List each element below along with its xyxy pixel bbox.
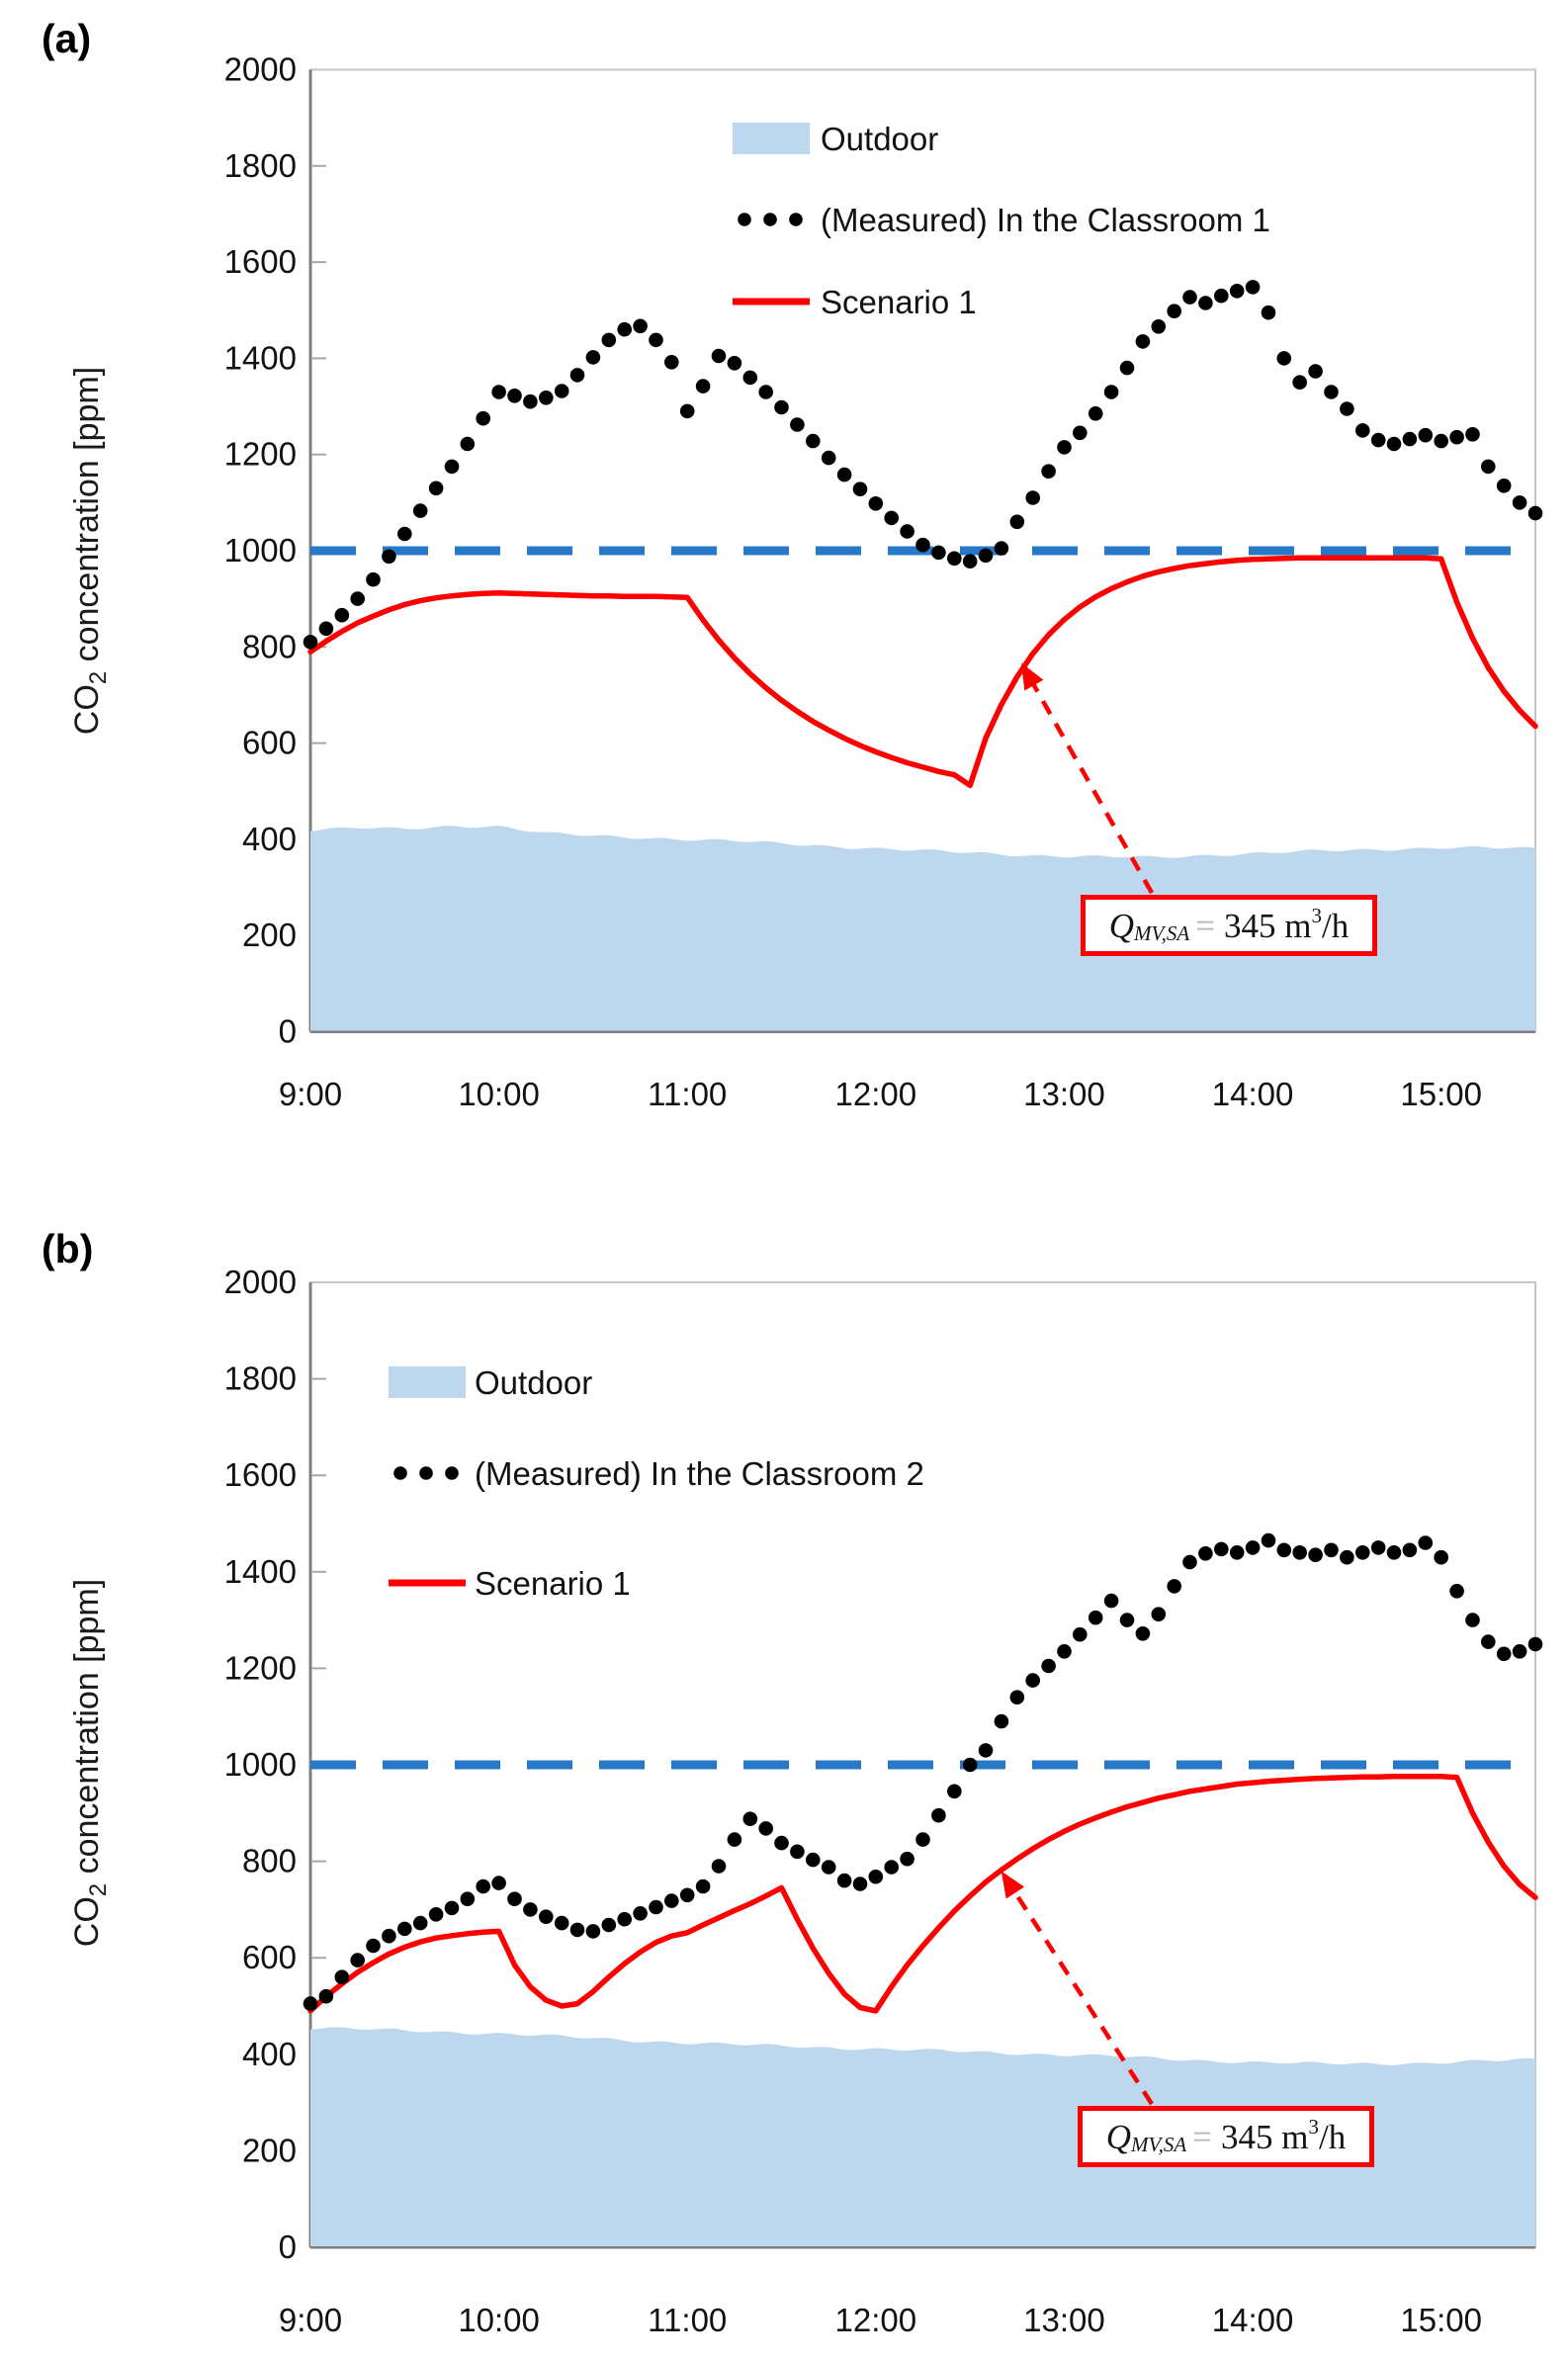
measured-dot	[822, 1860, 836, 1875]
measured-dot	[712, 349, 727, 364]
panel-b-label: (b)	[42, 1226, 94, 1271]
measured-dot	[696, 1879, 711, 1894]
measured-dot	[335, 1969, 350, 1984]
measured-dot	[507, 389, 522, 403]
measured-dot	[664, 1893, 679, 1908]
measured-dot	[350, 1953, 365, 1967]
measured-dot	[963, 554, 978, 568]
measured-dot	[947, 1785, 962, 1799]
measured-dot	[774, 1836, 789, 1851]
measured-dot	[806, 434, 821, 449]
measured-dot	[617, 1912, 632, 1927]
measured-dot	[633, 319, 648, 334]
measured-dot	[1214, 1542, 1229, 1557]
measured-dot	[931, 1808, 946, 1823]
measured-dot	[649, 333, 663, 348]
measured-dot	[680, 1888, 695, 1903]
measured-dot	[1136, 334, 1151, 349]
measured-dot	[1167, 304, 1181, 318]
measured-dot	[931, 546, 946, 561]
y-axis-title-b-rest: concentration [ppm]	[68, 1578, 106, 1883]
measured-dot	[1387, 437, 1402, 452]
y-tick-label: 800	[241, 628, 297, 665]
measured-dot	[1434, 1550, 1448, 1565]
y-tick-label: 2000	[223, 1264, 297, 1300]
measured-dot	[1434, 434, 1448, 449]
measured-dot	[523, 1902, 538, 1917]
x-tick-label: 11:00	[648, 1076, 728, 1112]
measured-dot	[790, 1845, 805, 1860]
panel-a-label: (a)	[42, 16, 92, 61]
annotation-a-subscript: MV,SA	[1134, 920, 1190, 945]
measured-dot	[507, 1891, 522, 1906]
measured-dot	[696, 379, 711, 393]
x-tick-label: 15:00	[1400, 2302, 1482, 2338]
y-tick-label: 400	[241, 820, 297, 857]
y-tick-label: 1200	[223, 435, 297, 473]
x-tick-label: 12:00	[834, 1076, 917, 1112]
measured-dot	[774, 400, 789, 415]
measured-dot	[806, 1853, 821, 1868]
scenario-line	[310, 558, 1535, 785]
measured-dot	[1041, 464, 1056, 479]
measured-dot	[1419, 428, 1434, 443]
measured-dot	[382, 1929, 396, 1944]
measured-dot	[1513, 495, 1527, 510]
measured-dot	[1230, 1545, 1245, 1560]
measured-dot	[1167, 1579, 1181, 1594]
legend-dots-swatch	[763, 213, 777, 226]
measured-dot	[366, 1939, 381, 1954]
legend-label: (Measured) In the Classroom 2	[475, 1455, 924, 1492]
measured-dot	[539, 391, 554, 405]
measured-dot	[1025, 490, 1040, 505]
x-tick-label: 9:00	[278, 2302, 343, 2338]
measured-dot	[1104, 1594, 1119, 1609]
measured-dot	[728, 356, 742, 371]
y-tick-label: 1800	[223, 146, 297, 184]
measured-dot	[586, 350, 601, 365]
measured-dot	[1182, 1555, 1197, 1570]
y-tick-label: 1800	[223, 1359, 297, 1397]
measured-dot	[1246, 280, 1261, 295]
legend-dots-swatch	[445, 1466, 459, 1480]
measured-dot	[900, 1852, 915, 1867]
annotation-b-exponent: 3	[1308, 2114, 1319, 2139]
measured-dot	[743, 1811, 758, 1826]
x-tick-label: 12:00	[834, 2302, 917, 2338]
scenario-line	[310, 1777, 1535, 2011]
measured-dot	[1513, 1644, 1527, 1659]
measured-dot	[1497, 479, 1512, 493]
measured-dot	[1057, 1644, 1072, 1659]
measured-dot	[304, 1996, 318, 2011]
measured-dot	[1403, 1543, 1418, 1558]
measured-dot	[555, 1916, 569, 1931]
x-tick-label: 13:00	[1023, 1076, 1105, 1112]
y-tick-label: 800	[241, 1842, 297, 1879]
measured-dot	[853, 1877, 868, 1891]
measured-dot	[1340, 401, 1354, 416]
measured-dot	[570, 1923, 585, 1938]
measured-dot	[915, 1832, 930, 1847]
measured-dot	[790, 417, 805, 432]
measured-dot	[476, 411, 490, 426]
y-axis-title-a-rest: concentration [ppm]	[68, 366, 106, 671]
x-tick-label: 15:00	[1400, 1076, 1482, 1112]
measured-dot	[1324, 1543, 1339, 1558]
measured-dot	[1057, 440, 1072, 455]
measured-dot	[461, 437, 476, 452]
measured-dot	[1152, 1607, 1167, 1621]
measured-dot	[649, 1900, 663, 1915]
measured-dot	[1089, 406, 1103, 421]
measured-dot	[947, 552, 962, 567]
measured-dot	[350, 591, 365, 606]
x-tick-label: 10:00	[458, 1076, 540, 1112]
legend-area-swatch	[733, 123, 810, 154]
measured-dot	[869, 1870, 884, 1884]
measured-dot	[1198, 1546, 1213, 1561]
measured-dot	[1308, 1547, 1323, 1562]
measured-dot	[900, 524, 915, 539]
measured-dot	[491, 1876, 506, 1890]
y-tick-label: 400	[241, 2035, 297, 2072]
measured-dot	[1230, 284, 1245, 299]
measured-dot	[319, 622, 334, 637]
legend-label: Scenario 1	[821, 284, 977, 320]
measured-dot	[617, 322, 632, 337]
legend-label: (Measured) In the Classroom 1	[821, 202, 1270, 238]
measured-dot	[995, 1714, 1009, 1729]
measured-dot	[1104, 385, 1119, 399]
panel-b	[224, 1264, 1543, 2338]
measured-dot	[758, 1821, 773, 1836]
measured-dot	[728, 1832, 742, 1847]
measured-dot	[1277, 351, 1292, 366]
measured-dot	[1262, 306, 1276, 320]
measured-dot	[366, 572, 381, 587]
annotation-a-equals: =	[1195, 906, 1215, 945]
measured-dot	[884, 511, 899, 526]
measured-dot	[1277, 1543, 1292, 1558]
measured-dot	[539, 1909, 554, 1924]
measured-dot	[304, 635, 318, 650]
y-tick-label: 1000	[223, 532, 297, 568]
x-tick-label: 13:00	[1023, 2302, 1105, 2338]
measured-dot	[1308, 364, 1323, 379]
annotation-b-symbol: Q	[1105, 2117, 1132, 2156]
x-tick-label: 14:00	[1211, 1076, 1294, 1112]
y-tick-label: 200	[241, 917, 297, 954]
measured-dot	[664, 355, 679, 370]
legend-dots-swatch	[393, 1466, 407, 1480]
measured-dot	[1528, 1637, 1543, 1652]
measured-dot	[1120, 1613, 1135, 1627]
measured-dot	[758, 385, 773, 399]
measured-dot	[837, 1874, 852, 1888]
measured-dot	[822, 451, 836, 466]
measured-dot	[1152, 319, 1167, 334]
measured-dot	[680, 404, 695, 419]
measured-dot	[712, 1859, 727, 1874]
measured-dot	[429, 481, 444, 496]
y-axis-title-a-base: CO	[68, 684, 106, 736]
y-tick-label: 1200	[223, 1649, 297, 1687]
measured-dot	[491, 385, 506, 399]
annotation-a-exponent: 3	[1311, 903, 1322, 927]
measured-dot	[853, 481, 868, 496]
measured-dot	[1387, 1545, 1402, 1560]
measured-dot	[1371, 1540, 1386, 1555]
y-axis-title-b-base: CO	[68, 1896, 106, 1948]
measured-dot	[1010, 1690, 1025, 1704]
measured-dot	[1010, 515, 1025, 530]
measured-dot	[1136, 1626, 1151, 1641]
measured-dot	[995, 541, 1009, 556]
measured-dot	[586, 1924, 601, 1939]
measured-dot	[1355, 1545, 1370, 1560]
measured-dot	[335, 608, 350, 623]
measured-dot	[869, 496, 884, 511]
measured-dot	[602, 333, 617, 348]
measured-dot	[1246, 1540, 1261, 1555]
x-tick-label: 9:00	[278, 1076, 343, 1112]
measured-dot	[382, 550, 396, 565]
measured-dot	[884, 1860, 899, 1875]
x-tick-label: 11:00	[648, 2302, 728, 2338]
legend-dots-swatch	[789, 213, 803, 226]
measured-dot	[979, 1743, 994, 1758]
measured-dot	[1073, 1627, 1088, 1642]
annotation-b-value: 345 m	[1221, 2117, 1309, 2156]
measured-dot	[445, 460, 460, 475]
measured-dot	[1324, 385, 1339, 399]
measured-dot	[1355, 423, 1370, 438]
annotation-b-equals: =	[1192, 2117, 1212, 2156]
y-tick-label: 0	[278, 2229, 297, 2265]
legend-area-swatch	[389, 1366, 466, 1398]
measured-dot	[1449, 430, 1464, 445]
measured-dot	[523, 394, 538, 409]
measured-dot	[1198, 296, 1213, 310]
annotation-box-b	[1078, 2106, 1374, 2167]
measured-dot	[461, 1891, 476, 1906]
y-axis-title-b-sub: 2	[84, 1882, 112, 1897]
y-tick-label: 1400	[223, 1552, 297, 1590]
measured-dot	[963, 1758, 978, 1773]
measured-dot	[570, 368, 585, 383]
measured-dot	[1449, 1584, 1464, 1599]
measured-dot	[979, 549, 994, 564]
y-axis-title-b	[64, 1417, 110, 2109]
measured-dot	[1481, 460, 1496, 475]
measured-dot	[413, 1916, 428, 1931]
y-axis-title-a	[64, 205, 110, 897]
legend-label: Outdoor	[475, 1364, 593, 1401]
y-tick-label: 1600	[223, 243, 297, 281]
y-tick-label: 600	[241, 724, 297, 761]
measured-dot	[1182, 290, 1197, 305]
measured-dot	[1419, 1535, 1434, 1550]
measured-dot	[743, 371, 758, 386]
measured-dot	[602, 1918, 617, 1933]
y-tick-label: 1400	[223, 339, 297, 377]
measured-dot	[429, 1907, 444, 1922]
measured-dot	[1371, 433, 1386, 448]
x-tick-label: 10:00	[458, 2302, 540, 2338]
annotation-b-subscript: MV,SA	[1131, 2132, 1187, 2156]
y-tick-label: 0	[278, 1012, 297, 1050]
measured-dot	[476, 1879, 490, 1894]
measured-dot	[1214, 289, 1229, 304]
measured-dot	[1340, 1550, 1354, 1565]
measured-dot	[445, 1901, 460, 1916]
measured-dot	[1292, 1545, 1307, 1560]
measured-dot	[1465, 427, 1480, 442]
measured-dot	[837, 468, 852, 482]
measured-dot	[413, 503, 428, 518]
measured-dot	[1120, 361, 1135, 376]
measured-dot	[1073, 426, 1088, 441]
annotation-box-a	[1081, 895, 1377, 956]
measured-dot	[319, 1989, 334, 2004]
y-tick-label: 1000	[223, 1746, 297, 1783]
y-tick-label: 600	[241, 1939, 297, 1976]
measured-dot	[1403, 432, 1418, 447]
measured-dot	[915, 538, 930, 553]
annotation-a-symbol: Q	[1108, 906, 1135, 945]
measured-dot	[1528, 506, 1543, 521]
legend-label: Outdoor	[821, 121, 939, 157]
legend-dots-swatch	[419, 1466, 433, 1480]
annotation-a-value: 345 m	[1224, 906, 1312, 945]
measured-dot	[1292, 375, 1307, 390]
measured-dots	[304, 1533, 1543, 2011]
measured-dot	[1041, 1659, 1056, 1674]
measured-dot	[397, 1922, 412, 1937]
legend-label: Scenario 1	[475, 1565, 631, 1602]
measured-dot	[1481, 1634, 1496, 1649]
y-tick-label: 1600	[223, 1456, 297, 1494]
y-tick-label: 2000	[223, 50, 297, 88]
x-tick-label: 14:00	[1211, 2302, 1294, 2338]
measured-dot	[1497, 1647, 1512, 1662]
measured-dot	[555, 384, 569, 398]
annotation-b-unit: /h	[1318, 2117, 1347, 2156]
y-tick-label: 200	[241, 2132, 297, 2169]
annotation-a-unit: /h	[1321, 906, 1350, 945]
measured-dot	[1089, 1611, 1103, 1625]
measured-dot	[633, 1906, 648, 1921]
legend-dots-swatch	[738, 213, 751, 226]
measured-dot	[1465, 1613, 1480, 1627]
measured-dot	[397, 527, 412, 542]
measured-dot	[1025, 1673, 1040, 1688]
measured-dot	[1262, 1533, 1276, 1548]
y-axis-title-a-sub: 2	[84, 670, 112, 685]
